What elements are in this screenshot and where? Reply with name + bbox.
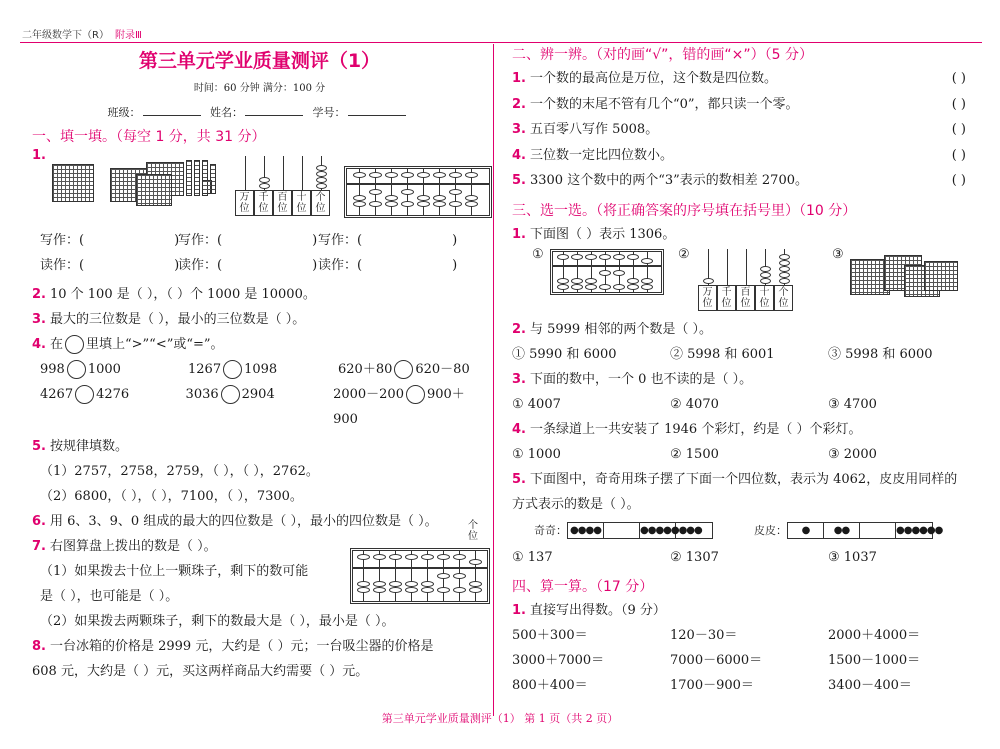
tf-item: 2. 一个数的末尾不管有几个“0”，都只读一个零。 ( ) — [512, 92, 978, 118]
q1-read-row: 读作：( ) 读作：( ) 读作：( ) — [40, 258, 458, 273]
tf-item: 4. 三位数一定比四位数小。 ( ) — [512, 143, 978, 169]
choice-q2: 2. 与 5999 相邻的两个数是（ ）。 — [512, 321, 712, 337]
read-label: 读作：( — [40, 258, 85, 273]
compare-circle[interactable] — [406, 385, 425, 404]
compare-circle[interactable] — [223, 360, 242, 379]
question-5: 5. 按规律填数。 — [32, 439, 128, 454]
section-1-title: 一、填一填。（每空 1 分，共 31 分） — [32, 129, 266, 145]
hundred-flat — [924, 261, 958, 291]
class-blank[interactable] — [143, 115, 201, 116]
choice-q5: 5. 下面图中，奇奇用珠子摆了下面一个四位数，表示为 4062，皮皮用同样的 — [512, 471, 958, 487]
question-7: 7. 右图算盘上拨出的数是（ ）。 — [32, 539, 217, 554]
counter-label: 万位 — [235, 190, 254, 216]
name-label: 姓名： — [210, 106, 243, 119]
choice-q3-options — [512, 392, 978, 417]
q7-b: （2）如果拨去两颗珠子，剩下的数最大是（ ），最小是（ ）。 — [40, 614, 395, 629]
choice-q4: 4. 一条绿道上一共安装了 1946 个彩灯，约是（ ）个彩灯。 — [512, 421, 862, 437]
option[interactable]: ② 5998 和 6001 — [670, 346, 775, 362]
counter-label: 万位 — [698, 285, 717, 311]
answer-paren[interactable]: ( ) — [951, 71, 966, 86]
option[interactable]: ② 1500 — [670, 446, 719, 462]
write-label: 写作：( — [178, 233, 223, 248]
thousand-cube — [52, 164, 94, 202]
page-title: 第三单元学业质量测评（1） — [138, 50, 381, 72]
choice-q4-options — [512, 442, 978, 467]
section-3-title: 三、选一选。（将正确答案的序号填在括号里）（10 分） — [512, 202, 857, 219]
compare-circle[interactable] — [394, 360, 413, 379]
qiqi-label: 奇奇： — [534, 523, 567, 537]
name-blank[interactable] — [245, 115, 303, 116]
calc-row: 3000＋7000＝ 7000－6000＝ 1500－1000＝ — [512, 652, 921, 668]
option-marker[interactable]: ① — [532, 246, 544, 262]
abacus — [344, 166, 492, 218]
q1-write-row: 写作：( ) 写作：( ) 写作：( ) — [40, 233, 458, 248]
q1-number: 1. — [32, 148, 46, 163]
student-fields — [32, 104, 487, 120]
thousand-cube — [136, 174, 172, 206]
option[interactable]: ③ 2000 — [828, 446, 877, 462]
unit-cubes — [202, 180, 212, 194]
class-label: 班级： — [107, 106, 141, 119]
option[interactable]: ③ 4700 — [828, 396, 877, 412]
counter-label: 百位 — [736, 285, 755, 311]
choice-q1-figures — [512, 247, 978, 317]
question-2: 2. 10 个 100 是（ ），（ ）个 1000 是 10000。 — [32, 287, 316, 302]
left-column — [32, 44, 487, 684]
calc-row: 500＋300＝ 120－30＝ 2000＋4000＝ — [512, 627, 921, 643]
pipi-label: 皮皮： — [754, 523, 787, 537]
pipi-bead-boxes: ● ●● ●●●●●● — [787, 522, 933, 539]
counter-label: 千位 — [717, 285, 736, 311]
appendix-label: 附录Ⅲ — [114, 30, 142, 41]
counter-label: 百位 — [273, 190, 292, 216]
option[interactable]: ③ 5998 和 6000 — [828, 346, 933, 362]
tf-item: 5. 3300 这个数中的两个“3”表示的数相差 2700。 ( ) — [512, 168, 978, 194]
option-marker[interactable]: ③ — [832, 246, 844, 262]
id-label: 学号： — [312, 106, 346, 119]
compare-circle[interactable] — [67, 360, 86, 379]
question-8: 8. 一台冰箱的价格是 2999 元，大约是（ ）元；一台吸尘器的价格是 — [32, 639, 434, 654]
write-label: 写作：( — [40, 233, 85, 248]
top-rule — [20, 42, 982, 43]
option-marker[interactable]: ② — [678, 246, 690, 262]
answer-paren[interactable]: ( ) — [951, 147, 966, 163]
option[interactable]: ① 4007 — [512, 396, 561, 412]
q4-row-2: 4267 4276 3036 2904 2000－200 900＋900 — [40, 387, 465, 427]
qiqi-bead-boxes: ●●●● ●●●●●● ●● — [567, 522, 713, 539]
calc-row: 800＋400＝ 1700－900＝ 3400－400＝ — [512, 677, 912, 693]
q1-figures — [32, 148, 487, 226]
option[interactable]: ② 4070 — [670, 396, 719, 412]
choice-q1: 1. 下面图（ ）表示 1306。 — [512, 226, 676, 242]
question-6: 6. 用 6、3、9、0 组成的最大的四位数是（ ），最小的四位数是（ ）。 — [32, 514, 438, 529]
series-label: 二年级数学下（R） — [22, 30, 109, 41]
option[interactable]: ① 5990 和 6000 — [512, 346, 617, 362]
question-4: 4. 在 里填上“>”“<”或“=”。 — [32, 337, 224, 352]
counter-label: 十位 — [755, 285, 774, 311]
q7-a2: 是（ ），也可能是（ ）。 — [40, 589, 179, 604]
option[interactable]: ① 137 — [512, 549, 553, 565]
option[interactable]: ① 1000 — [512, 446, 561, 462]
option[interactable]: ② 1307 — [670, 549, 719, 565]
place-value-counter-option-2 — [698, 249, 794, 311]
choice-q2-options — [512, 342, 978, 367]
tf-item: 1. 一个数的最高位是万位，这个数是四位数。 ( ) — [512, 66, 978, 92]
compare-circle[interactable] — [75, 385, 94, 404]
read-label: 读作：( — [318, 258, 363, 273]
abacus-option-1 — [550, 249, 664, 295]
write-label: 写作：( — [318, 233, 363, 248]
q5-a: （1）2757，2758，2759，（ ），（ ），2762。 — [40, 464, 319, 479]
q5-b: （2）6800，（ ），（ ），7100，（ ），7300。 — [40, 489, 303, 504]
right-column — [512, 44, 978, 698]
counter-label: 个位 — [774, 285, 793, 311]
abacus-q7 — [350, 548, 490, 604]
compare-circle — [65, 335, 84, 354]
page-footer: 第三单元学业质量测评（1） 第 1 页（共 2 页） — [381, 712, 619, 725]
question-8-line2: 608 元，大约是（ ）元，买这两样商品大约需要（ ）元。 — [32, 664, 369, 679]
header-tag — [22, 26, 142, 41]
id-blank[interactable] — [348, 115, 406, 116]
choice-q5-line2: 方式表示的数是（ ）。 — [512, 496, 640, 512]
choice-q3: 3. 下面的数中，一个 0 也不读的是（ ）。 — [512, 371, 753, 387]
answer-paren[interactable]: ( ) — [951, 96, 966, 112]
q4-row-1: 998 1000 1267 1098 620＋80 620－80 — [40, 362, 470, 377]
answer-paren[interactable]: ( ) — [951, 173, 966, 188]
ten-rod — [186, 160, 192, 196]
ten-rod — [194, 160, 200, 196]
counter-label: 十位 — [292, 190, 311, 216]
exam-meta: 时间：60 分钟 满分：100 分 — [193, 83, 326, 94]
tf-item: 3. 五百零八写作 5008。 ( ) — [512, 117, 978, 143]
read-label: 读作：( — [178, 258, 223, 273]
question-3: 3. 最大的三位数是（ ），最小的三位数是（ ）。 — [32, 312, 306, 327]
section-2-title: 二、辨一辨。（对的画“√”，错的画“×”）（5 分） — [512, 47, 814, 63]
compare-circle[interactable] — [221, 385, 240, 404]
place-value-counter — [235, 156, 331, 216]
counter-label: 个位 — [311, 190, 330, 216]
choice-q5-options — [512, 545, 978, 570]
calc-q1: 1. 直接写出得数。（9 分） — [512, 602, 666, 618]
bead-rows — [534, 517, 978, 545]
section-4-title: 四、算一算。（17 分） — [512, 578, 654, 595]
column-divider — [493, 44, 494, 716]
answer-paren[interactable]: ( ) — [951, 122, 966, 137]
counter-label: 千位 — [254, 190, 273, 216]
ones-place-label: 个位 — [468, 520, 478, 542]
option[interactable]: ③ 1037 — [828, 549, 877, 565]
q7-a1: （1）如果拨去十位上一颗珠子，剩下的数可能 — [40, 564, 309, 579]
